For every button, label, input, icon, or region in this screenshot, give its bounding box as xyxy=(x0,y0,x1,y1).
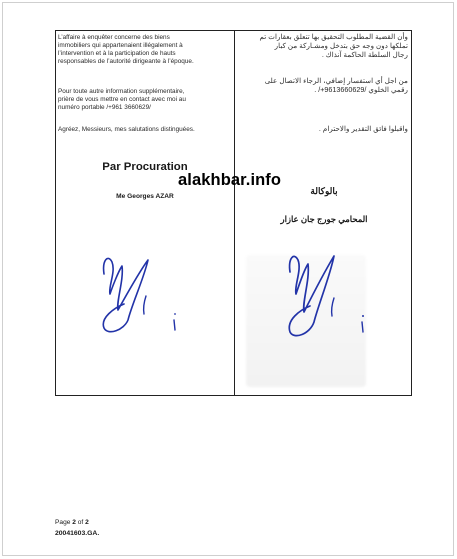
french-paragraph-3: Agréez, Messieurs, mes salutations distinguées. xyxy=(58,126,195,133)
page-current: 2 xyxy=(72,519,76,526)
page-of: of xyxy=(77,519,84,526)
page-total: 2 xyxy=(85,519,89,526)
procuration-title: Par Procuration xyxy=(102,161,188,173)
arabic-paragraph-3: واقبلوا فائق التقدير والاحترام . xyxy=(318,124,408,133)
lawyer-name-arabic: المحامي جورج جان عازار xyxy=(280,214,368,224)
document-reference: 20041603.GA. xyxy=(55,530,100,537)
procuration-title-arabic: بالوكالة xyxy=(310,186,338,196)
right-signature xyxy=(282,222,377,352)
arabic-paragraph-1: وأن القضية المطلوب التحقيق بها تتعلق بعقارات تم تملكها دون وجه حق بتدخل ومشـاركة من كبار رجال السلطة الحاكمة آنذاك . xyxy=(259,32,408,60)
page-prefix: Page xyxy=(55,519,71,526)
arabic-paragraph-2: من اجل أي استفسار إضافي، الرجاء الاتصال على رقمي الخلوي /9613660629+/ . xyxy=(264,76,408,95)
page-number xyxy=(55,519,89,526)
column-divider xyxy=(234,30,235,396)
french-paragraph-2: Pour toute autre information supplémentaire, prière de vous mettre en contact avec moi au numéro portable /+961 3660629/ xyxy=(58,88,186,112)
french-paragraph-1: L’affaire à enquêter concerne des biens immobiliers qui appartenaient illégalement à l’intervention et à la participation de hauts responsables de l’autorité dirigeante à l’époque. xyxy=(58,34,194,66)
site-watermark: alakhbar.info xyxy=(178,171,282,189)
lawyer-name: Me Georges AZAR xyxy=(116,193,174,200)
left-signature xyxy=(98,232,188,342)
